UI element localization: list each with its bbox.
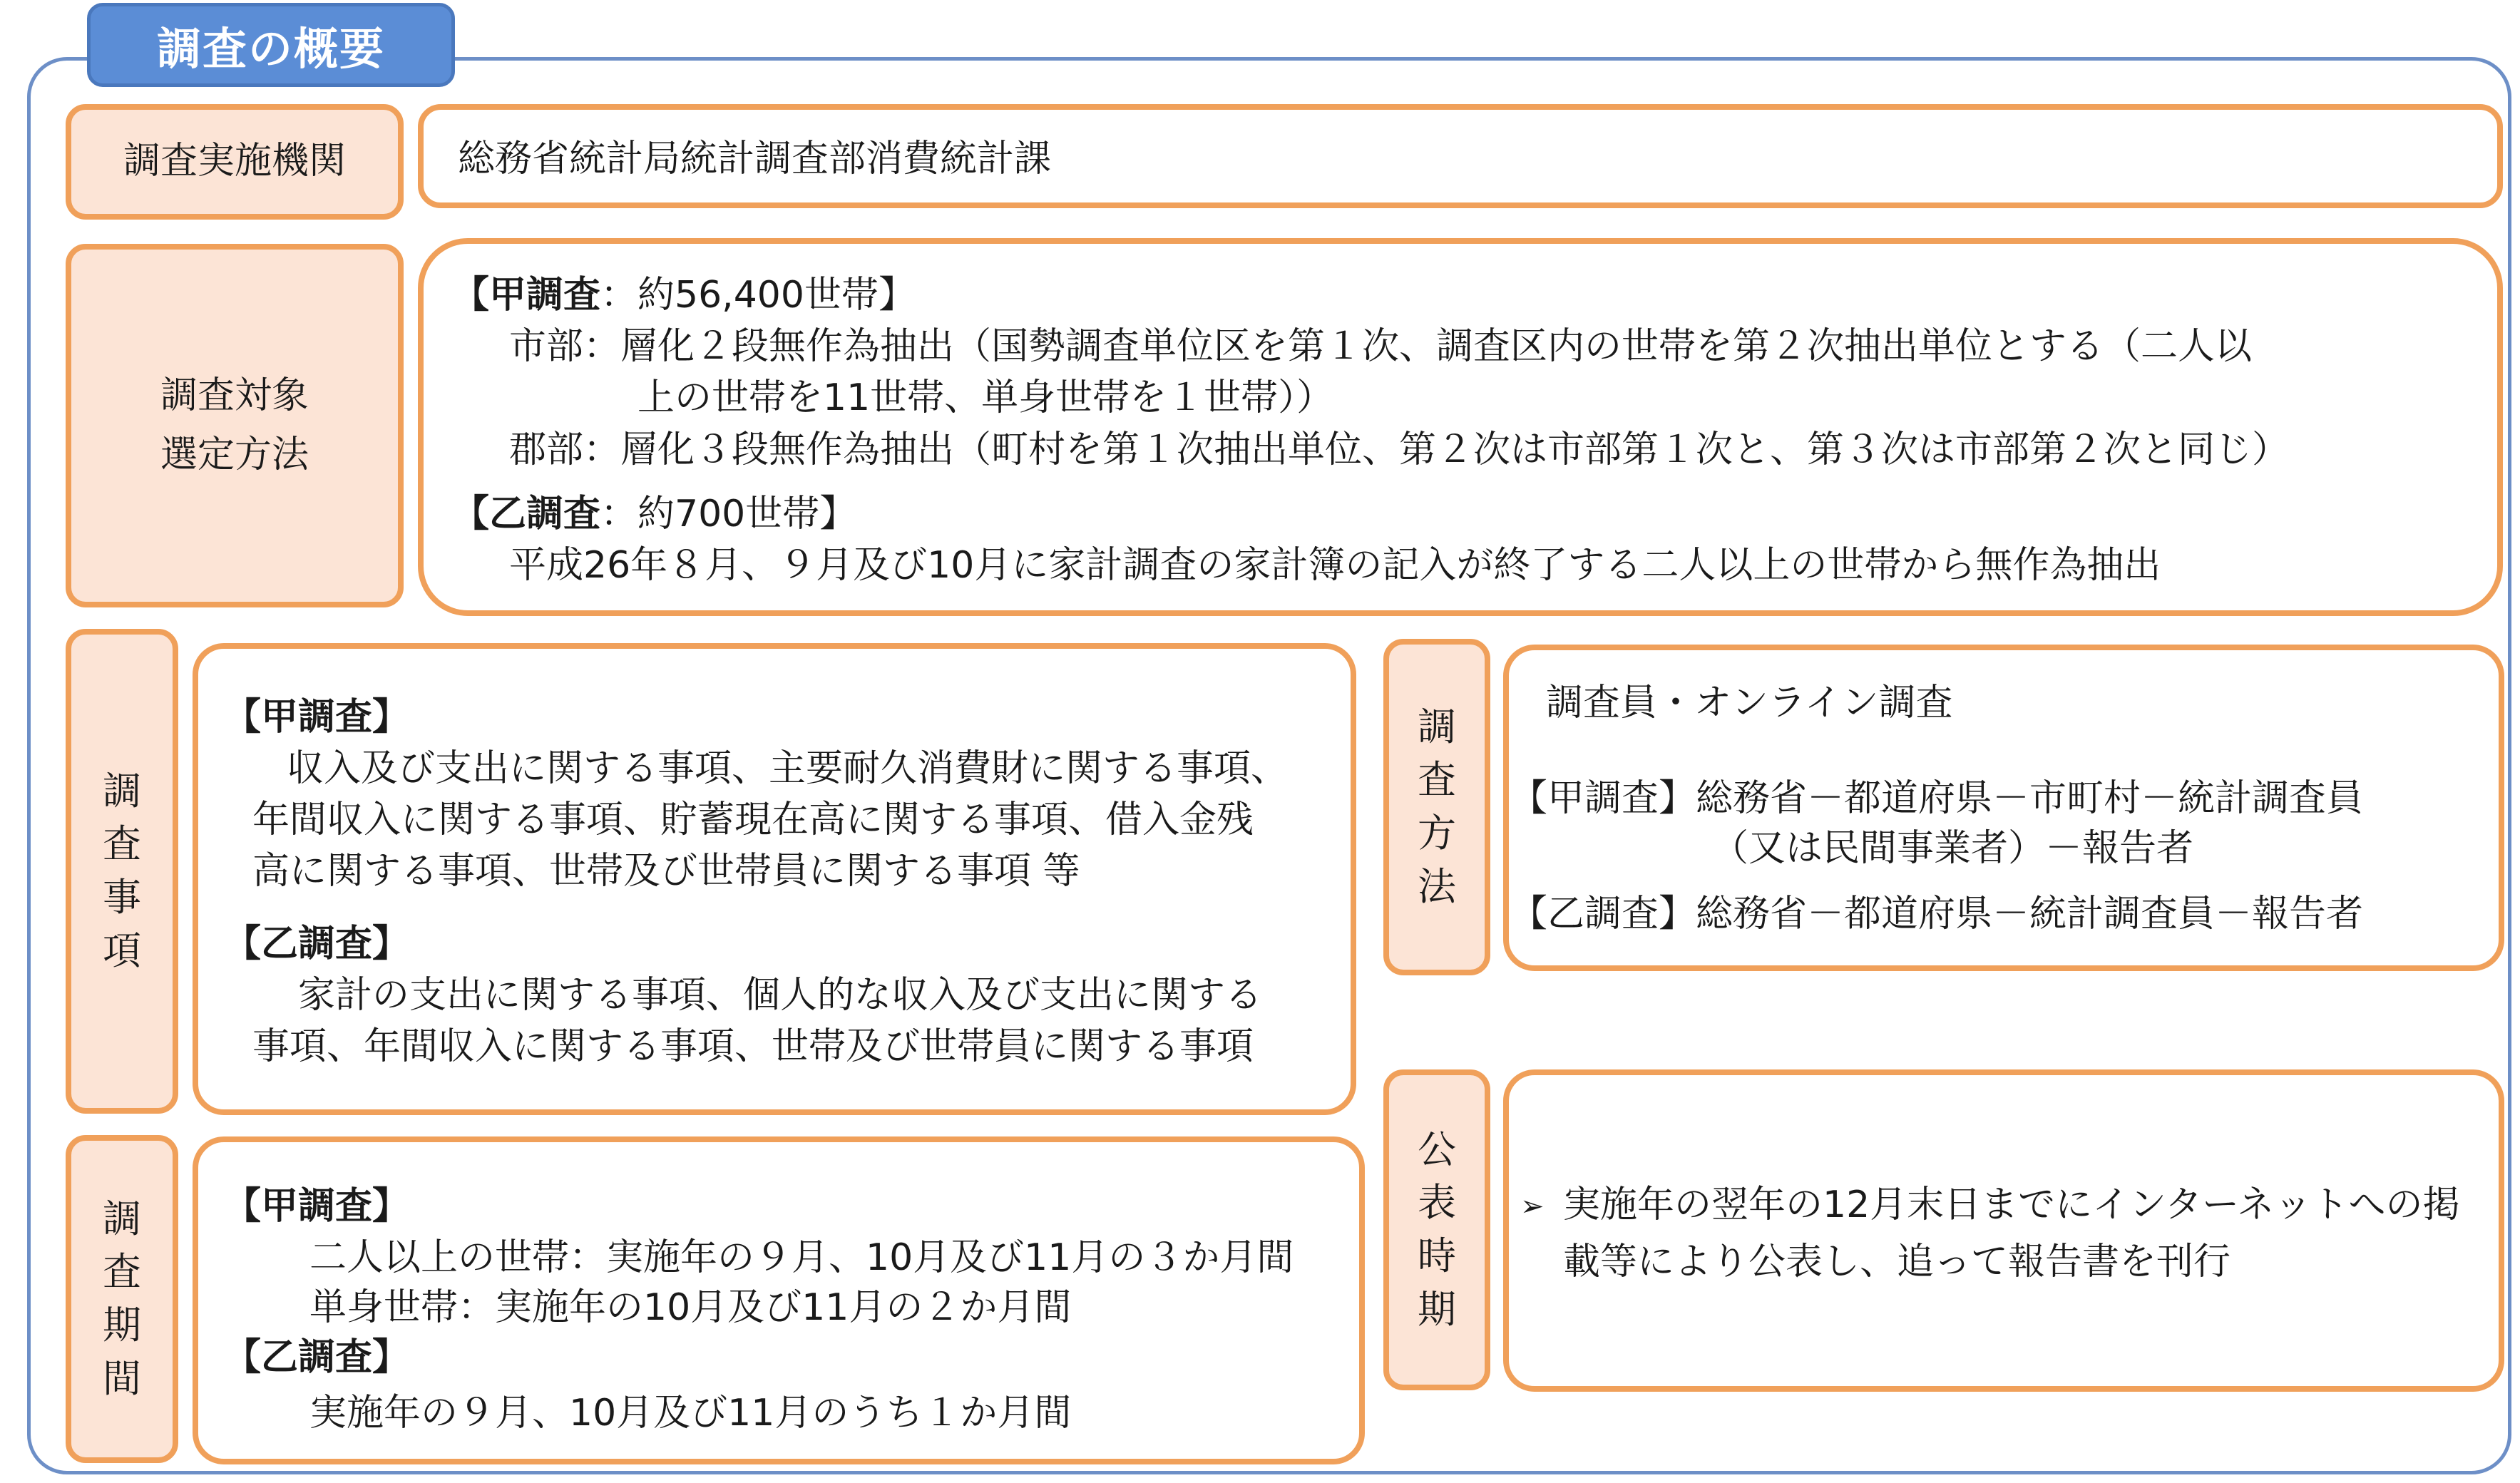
method-otsu-line: 【乙調査】総務省－都道府県－統計調査員－報告者 [1510, 893, 2364, 935]
selection-label [66, 244, 404, 607]
selection-box [418, 238, 2503, 616]
period-kou-line1: 二人以上の世帯：実施年の９月、10月及び11月の３か月間 [309, 1236, 1294, 1279]
publication-line1: 実施年の翌年の12月末日までにインターネットへの掲 [1563, 1184, 2460, 1226]
method-label-text: 調査方法 [1418, 704, 1456, 909]
selection-otsu-line: 平成26年８月、９月及び10月に家計調査の家計簿の記入が終了する二人以上の世帯から無作為抽出 [509, 544, 2161, 587]
publication-label [1383, 1069, 1490, 1390]
method-box [1503, 645, 2504, 971]
method-label [1383, 639, 1490, 975]
method-kou-line2: （又は民間事業者）－報告者 [1711, 827, 2194, 870]
items-kou-line1: 収入及び支出に関する事項、主要耐久消費財に関する事項、 [287, 747, 1289, 790]
selection-shibu-line2: 上の世帯を11世帯、単身世帯を１世帯）） [637, 376, 1334, 419]
method-line1: 調査員・オンライン調査 [1546, 682, 1953, 724]
publication-label-text: 公表時期 [1418, 1127, 1456, 1332]
selection-gunbu-line: 郡部：層化３段無作為抽出（町村を第１次抽出単位、第２次は市部第１次と、第３次は市部第２次と同じ） [509, 429, 2290, 471]
period-kou-header: 【甲調査】 [224, 1185, 410, 1228]
publication-line2: 載等により公表し、追って報告書を刊行 [1563, 1241, 2231, 1283]
items-kou-line2: 年間収入に関する事項、貯蓄現在高に関する事項、借入金残 [252, 799, 1254, 841]
selection-label-line1: 調査対象 [160, 374, 309, 417]
period-kou-line2: 単身世帯：実施年の10月及び11月の２か月間 [309, 1286, 1072, 1329]
items-otsu-line2: 事項、年間収入に関する事項、世帯及び世帯員に関する事項 [252, 1025, 1254, 1068]
method-kou-line1: 【甲調査】総務省－都道府県－市町村－統計調査員 [1510, 777, 2364, 820]
period-otsu-header: 【乙調査】 [224, 1336, 410, 1379]
selection-shibu-line1: 市部：層化２段無作為抽出（国勢調査単位区を第１次、調査区内の世帯を第２次抽出単位とする（二人以 [509, 325, 2253, 368]
selection-kou-header: 【甲調査：約56,400世帯】 [452, 274, 916, 317]
items-label [66, 629, 178, 1114]
items-otsu-line1: 家計の支出に関する事項、個人的な収入及び支出に関する [298, 974, 1263, 1017]
period-label-text: 調査期間 [103, 1196, 141, 1401]
items-kou-line3: 高に関する事項、世帯及び世帯員に関する事項 等 [252, 850, 1080, 893]
agency-label-text: 調査実施機関 [123, 140, 346, 183]
section-title: 調査の概要 [87, 3, 455, 87]
period-otsu-line: 実施年の９月、10月及び11月のうち１か月間 [309, 1392, 1072, 1435]
period-label [66, 1135, 178, 1463]
items-kou-header: 【甲調査】 [224, 696, 410, 739]
period-box [193, 1136, 1365, 1464]
selection-otsu-header: 【乙調査：約700世帯】 [452, 493, 857, 535]
items-otsu-header: 【乙調査】 [224, 923, 410, 965]
selection-label-line2: 選定方法 [160, 433, 309, 476]
bullet-arrow-icon: ➢ [1520, 1190, 1545, 1223]
publication-box [1503, 1069, 2504, 1392]
items-box [193, 643, 1356, 1115]
agency-value: 総務省統計局統計調査部消費統計課 [458, 138, 1052, 180]
items-label-text: 調査事項 [103, 768, 141, 973]
agency-label [66, 104, 404, 220]
agency-value-box [418, 104, 2503, 208]
